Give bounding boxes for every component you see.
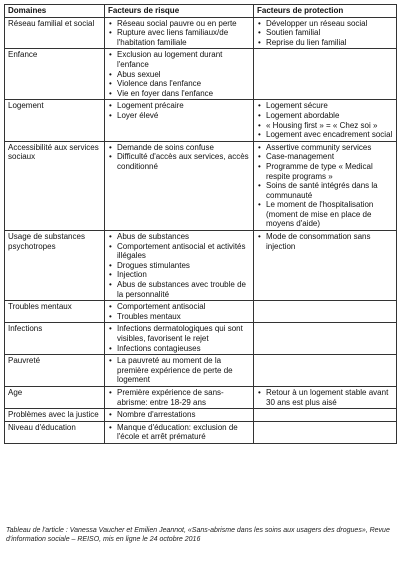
domain-cell: Accessibilité aux services sociaux bbox=[5, 141, 105, 230]
protection-factors-cell bbox=[254, 100, 397, 141]
protection-factor-list bbox=[257, 232, 393, 251]
table-row bbox=[5, 409, 397, 422]
domain-cell: Infections bbox=[5, 323, 105, 355]
protection-factors-cell bbox=[254, 355, 397, 387]
protection-factor-list bbox=[257, 101, 393, 139]
risk-factors-cell bbox=[105, 409, 254, 422]
risk-factor-list bbox=[108, 356, 250, 385]
risk-factor-item: • Demande de soins confuse bbox=[108, 143, 250, 153]
domain-cell: Usage de substances psychotropes bbox=[5, 231, 105, 301]
table-row bbox=[5, 141, 397, 230]
risk-factor-list bbox=[108, 50, 250, 98]
risk-factor-item: • Logement précaire bbox=[108, 101, 250, 111]
risk-factors-cell bbox=[105, 49, 254, 100]
risk-factor-item: • Violence dans l'enfance bbox=[108, 79, 250, 89]
table-row bbox=[5, 301, 397, 323]
protection-factors-cell bbox=[254, 409, 397, 422]
protection-factors-cell bbox=[254, 49, 397, 100]
protection-factor-list bbox=[257, 143, 393, 229]
table-row bbox=[5, 323, 397, 355]
risk-protection-table bbox=[4, 4, 397, 444]
risk-factor-list bbox=[108, 388, 250, 407]
risk-factor-item: • Loyer élevé bbox=[108, 111, 250, 121]
domain-cell: Réseau familial et social bbox=[5, 17, 105, 49]
protection-factor-item: • Développer un réseau social bbox=[257, 19, 393, 29]
risk-factor-item: • Rupture avec liens familiaux/de l'habitation familiale bbox=[108, 28, 250, 47]
protection-factors-cell bbox=[254, 421, 397, 443]
risk-factor-item: • Abus sexuel bbox=[108, 70, 250, 80]
risk-factor-item: • Injection bbox=[108, 270, 250, 280]
domain-cell: Age bbox=[5, 386, 105, 408]
risk-factor-item: • Infections dermatologiques qui sont visibles, favorisent le rejet bbox=[108, 324, 250, 343]
risk-factor-list bbox=[108, 410, 250, 420]
table-row bbox=[5, 231, 397, 301]
domain-cell: Problèmes avec la justice bbox=[5, 409, 105, 422]
header-domains: Domaines bbox=[5, 5, 105, 18]
risk-factors-cell bbox=[105, 231, 254, 301]
protection-factors-cell bbox=[254, 17, 397, 49]
protection-factor-item: • Logement avec encadrement social bbox=[257, 130, 393, 140]
risk-factor-list bbox=[108, 423, 250, 442]
risk-factors-cell bbox=[105, 17, 254, 49]
protection-factors-cell bbox=[254, 301, 397, 323]
protection-factor-item: • Case-management bbox=[257, 152, 393, 162]
risk-factor-list bbox=[108, 232, 250, 299]
protection-factor-item: • Le moment de l'hospitalisation (moment de mise en place de moyens d'aide) bbox=[257, 200, 393, 229]
protection-factor-item: • Reprise du lien familial bbox=[257, 38, 393, 48]
risk-factor-list bbox=[108, 302, 250, 321]
risk-factor-item: • Vie en foyer dans l'enfance bbox=[108, 89, 250, 99]
risk-factor-item: • Comportement antisocial bbox=[108, 302, 250, 312]
protection-factor-list bbox=[257, 19, 393, 48]
risk-factors-cell bbox=[105, 141, 254, 230]
risk-factor-item: • Troubles mentaux bbox=[108, 312, 250, 322]
domain-cell: Troubles mentaux bbox=[5, 301, 105, 323]
protection-factor-item: • Soins de santé intégrés dans la communauté bbox=[257, 181, 393, 200]
risk-factors-cell bbox=[105, 355, 254, 387]
protection-factors-cell bbox=[254, 323, 397, 355]
risk-factor-item: • Difficulté d'accès aux services, accès conditionné bbox=[108, 152, 250, 171]
protection-factors-cell bbox=[254, 386, 397, 408]
protection-factor-item: • Soutien familial bbox=[257, 28, 393, 38]
table-row bbox=[5, 421, 397, 443]
risk-factor-item: • Manque d'éducation: exclusion de l'école et arrêt prématuré bbox=[108, 423, 250, 442]
risk-factor-list bbox=[108, 324, 250, 353]
risk-factor-item: • Exclusion au logement durant l'enfance bbox=[108, 50, 250, 69]
protection-factors-cell bbox=[254, 231, 397, 301]
table-row bbox=[5, 355, 397, 387]
risk-factor-item: • Comportement antisocial et activités illégales bbox=[108, 242, 250, 261]
risk-factor-list bbox=[108, 143, 250, 172]
risk-factor-item: • Drogues stimulantes bbox=[108, 261, 250, 271]
risk-factor-list bbox=[108, 19, 250, 48]
protection-factors-cell bbox=[254, 141, 397, 230]
table-header-row bbox=[5, 5, 397, 18]
header-risk-factors: Facteurs de risque bbox=[105, 5, 254, 18]
table-body bbox=[5, 17, 397, 443]
protection-factor-item: • Retour à un logement stable avant 30 ans est plus aisé bbox=[257, 388, 393, 407]
risk-factor-item: • Abus de substances bbox=[108, 232, 250, 242]
protection-factor-item: • Programme de type « Medical respite programs » bbox=[257, 162, 393, 181]
risk-factor-list bbox=[108, 101, 250, 120]
risk-factors-cell bbox=[105, 100, 254, 141]
protection-factor-list bbox=[257, 388, 393, 407]
domain-cell: Pauvreté bbox=[5, 355, 105, 387]
risk-factor-item: • Infections contagieuses bbox=[108, 344, 250, 354]
protection-factor-item: • Logement sécure bbox=[257, 101, 393, 111]
domain-cell: Logement bbox=[5, 100, 105, 141]
table-row bbox=[5, 49, 397, 100]
table-caption: Tableau de l'article : Vanessa Vaucher et Emilien Jeannot, «Sans-abrisme dans les soins aux usagers des drogues», Revue d'information sociale – REISO, mis en ligne le 24 octobre 2016 bbox=[6, 527, 390, 543]
table-row bbox=[5, 100, 397, 141]
risk-factors-cell bbox=[105, 301, 254, 323]
risk-factors-cell bbox=[105, 421, 254, 443]
table-row bbox=[5, 386, 397, 408]
risk-factor-item: • La pauvreté au moment de la première expérience de perte de logement bbox=[108, 356, 250, 385]
domain-cell: Niveau d'éducation bbox=[5, 421, 105, 443]
protection-factor-item: • Logement abordable bbox=[257, 111, 393, 121]
domain-cell: Enfance bbox=[5, 49, 105, 100]
protection-factor-item: • Assertive community services bbox=[257, 143, 393, 153]
risk-factor-item: • Nombre d'arrestations bbox=[108, 410, 250, 420]
table-row bbox=[5, 17, 397, 49]
risk-factor-item: • Réseau social pauvre ou en perte bbox=[108, 19, 250, 29]
risk-factor-item: • Abus de substances avec trouble de la personnalité bbox=[108, 280, 250, 299]
header-protection-factors: Facteurs de protection bbox=[254, 5, 397, 18]
protection-factor-item: • Mode de consommation sans injection bbox=[257, 232, 393, 251]
risk-factor-item: • Première expérience de sans-abrisme: entre 18-29 ans bbox=[108, 388, 250, 407]
risk-factors-cell bbox=[105, 323, 254, 355]
risk-factors-cell bbox=[105, 386, 254, 408]
protection-factor-item: • « Housing first » = « Chez soi » bbox=[257, 121, 393, 131]
